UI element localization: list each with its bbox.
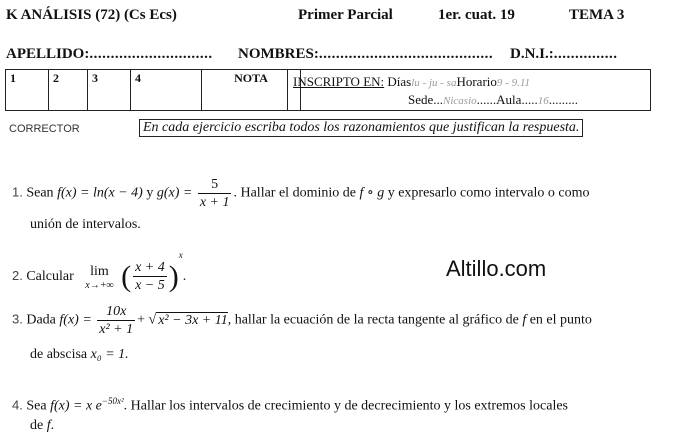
q2-limit [83, 263, 115, 291]
question-1 [12, 176, 590, 211]
q1-number: 1. [12, 184, 23, 200]
q2-fraction [133, 259, 167, 294]
course-title: K ANÁLISIS (72) (Cs Ecs) [6, 7, 177, 23]
grade-table [5, 69, 301, 111]
q3-f: f [522, 312, 527, 328]
site-value: Nicasio [443, 95, 477, 107]
q2-end: . [182, 269, 187, 284]
q1-g-denominator: x + 1 [199, 195, 230, 210]
days-label: Días [387, 74, 412, 89]
q4-end: . [50, 418, 55, 433]
enrollment-label: INSCRIPTO EN: [293, 74, 385, 89]
q1-text-c: unión de intervalos. [30, 217, 141, 232]
q2-left-paren: ( [121, 259, 132, 293]
schedule-value: 9 - 9.11 [496, 77, 531, 89]
q1-g-lhs: g(x) = [156, 185, 193, 201]
q3-prefix: Dada [26, 312, 56, 328]
q3-numerator: 10x [97, 303, 135, 321]
exam-title: Primer Parcial [298, 7, 393, 23]
question-3 [12, 303, 592, 338]
q3-text-b: en el punto [529, 312, 592, 328]
question-4 [12, 396, 568, 415]
q1-g-numerator: 5 [198, 176, 232, 194]
grade-col-2: 2 [49, 70, 88, 111]
q4-line-2 [30, 418, 54, 434]
q4-exponent: −50x² [101, 396, 124, 406]
term-label: 1er. cuat. 19 [438, 7, 515, 23]
q3-x0: x₀ = 1. [90, 347, 129, 362]
surname-label: APELLIDO: [6, 46, 90, 62]
enrollment-line-2: Sede...Nicasio......Aula.....16......... [408, 92, 578, 107]
corrector-label: CORRECTOR [9, 123, 80, 135]
q3-line-2 [30, 347, 129, 363]
enrollment-line-1 [293, 74, 530, 90]
q2-prefix: Calcular [26, 269, 74, 284]
names-label: NOMBRES: [238, 46, 319, 62]
q4-f-definition: f(x) = x e [50, 398, 102, 414]
q1-text-a: . Hallar el dominio de [233, 185, 356, 201]
q3-f-lhs: f(x) = [59, 312, 92, 328]
q3-radicand: x² − 3x + 11 [158, 312, 228, 328]
schedule-label: Horario [456, 74, 497, 89]
q2-lim-word: lim [90, 263, 109, 279]
q2-denominator: x − 5 [135, 278, 165, 294]
q3-fraction [97, 303, 135, 338]
site-label: Sede [408, 92, 434, 107]
grade-col-4: 4 [131, 70, 202, 111]
q4-f: f [46, 418, 51, 433]
q1-f-definition: f(x) = ln(x − 4) [57, 185, 143, 201]
q1-conjunction: y [146, 185, 154, 201]
names-field: NOMBRES:......................................... [238, 46, 494, 62]
q3-denominator: x² + 1 [99, 322, 134, 337]
q4-text-b: de [30, 418, 44, 433]
question-2 [12, 250, 186, 294]
q4-text-a: . Hallar los intervalos de crecimiento y de decrecimiento y los extremos locales [123, 398, 568, 414]
dni-field: D.N.I.:............... [510, 46, 618, 62]
instruction-note: En cada ejercicio escriba todos los razonamientos que justifican la respuesta. [139, 119, 583, 137]
q3-number: 3. [12, 311, 23, 327]
q2-number: 2. [12, 268, 23, 283]
altillo-watermark: Altillo.com [446, 256, 547, 281]
days-value: lu - ju - sa [411, 77, 457, 89]
q1-text-b: y expresarlo como intervalo o como [387, 185, 590, 201]
q2-right-paren: ) [168, 259, 179, 293]
grade-col-nota: NOTA [202, 70, 301, 111]
grade-col-3: 3 [88, 70, 131, 111]
q4-prefix: Sea [26, 398, 47, 414]
enrollment-box [287, 69, 651, 111]
q1-g-fraction [198, 176, 232, 211]
surname-field: APELLIDO:............................. [6, 46, 213, 62]
room-label: Aula [496, 92, 522, 107]
q4-number: 4. [12, 397, 23, 413]
q1-prefix: Sean [26, 185, 54, 201]
room-value: 16 [537, 95, 549, 107]
q3-text-c: de abscisa [30, 347, 88, 362]
q3-sqrt: √ x² − 3x + 11 [148, 312, 228, 328]
dni-label: D.N.I.: [510, 46, 554, 62]
theme-label: TEMA 3 [569, 7, 625, 23]
q3-plus: + [137, 312, 146, 328]
q1-composition: f ∘ g [359, 185, 385, 201]
q2-lim-subscript: x→+∞ [85, 279, 114, 291]
q3-text-a: , hallar la ecuación de la recta tangente al gráfico de [227, 312, 519, 328]
q2-exponent: x [178, 250, 183, 260]
q2-numerator: x + 4 [135, 260, 165, 276]
grade-col-1: 1 [6, 70, 49, 111]
